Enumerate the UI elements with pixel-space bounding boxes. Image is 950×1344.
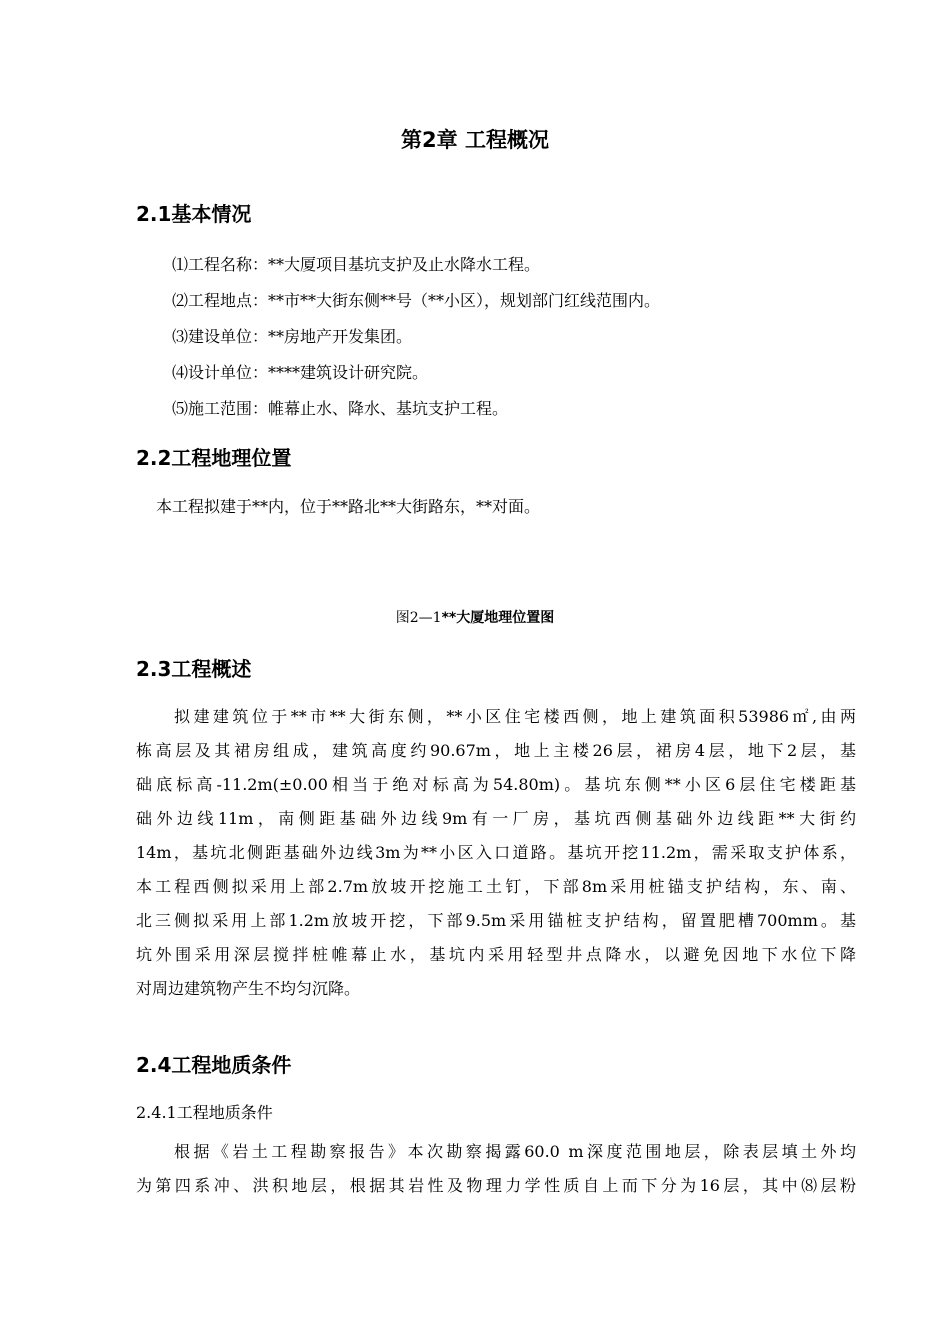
section-heading-2-1: 2.1基本情况 xyxy=(136,202,252,226)
paragraph-line: 栋高层及其裙房组成，建筑高度约90.67m，地上主楼26层，裙房4层，地下2层，基 xyxy=(136,741,856,760)
list-item-project-location: ⑵工程地点：**市**大街东侧**号（**小区），规划部门红线范围内。 xyxy=(172,291,661,310)
figure-caption-title: **大厦地理位置图 xyxy=(441,610,555,626)
section-heading-2-3: 2.3工程概述 xyxy=(136,657,252,681)
paragraph-line: 北三侧拟采用上部1.2m放坡开挖，下部9.5m采用锚桩支护结构，留置肥槽700mm。基 xyxy=(136,911,856,930)
paragraph-line: 本工程西侧拟采用上部2.7m放坡开挖施工土钉，下部8m采用桩锚支护结构，东、南、 xyxy=(136,877,856,896)
list-item-scope: ⑸施工范围：帷幕止水、降水、基坑支护工程。 xyxy=(172,399,509,418)
list-item-client: ⑶建设单位：**房地产开发集团。 xyxy=(172,327,413,346)
location-paragraph: 本工程拟建于**内，位于**路北**大街路东，**对面。 xyxy=(156,497,541,516)
subheading-2-4-1: 2.4.1工程地质条件 xyxy=(136,1103,273,1122)
section-heading-2-4: 2.4工程地质条件 xyxy=(136,1053,292,1077)
paragraph-line: 础底标高-11.2m(±0.00相当于绝对标高为54.80m)。基坑东侧**小区6层住宅楼距基 xyxy=(136,775,856,794)
list-item-designer: ⑷设计单位：****建筑设计研究院。 xyxy=(172,363,429,382)
overview-paragraph xyxy=(136,700,856,1006)
paragraph-line: 对周边建筑物产生不均匀沉降。 xyxy=(136,979,361,998)
geology-paragraph xyxy=(136,1135,856,1203)
paragraph-line: 根据《岩土工程勘察报告》本次勘察揭露60.0 m深度范围地层，除表层填土外均 xyxy=(174,1142,856,1161)
figure-caption xyxy=(0,606,950,630)
chapter-title: 第2章 工程概况 xyxy=(401,128,549,152)
paragraph-line: 坑外围采用深层搅拌桩帷幕止水，基坑内采用轻型井点降水，以避免因地下水位下降 xyxy=(136,945,856,964)
paragraph-line: 14m，基坑北侧距基础外边线3m为**小区入口道路。基坑开挖11.2m，需采取支护体系， xyxy=(136,843,856,862)
section-heading-2-2: 2.2工程地理位置 xyxy=(136,446,292,470)
paragraph-line: 础外边线11m，南侧距基础外边线9m有一厂房，基坑西侧基础外边线距**大街约 xyxy=(136,809,856,828)
paragraph-line: 为第四系冲、洪积地层，根据其岩性及物理力学性质自上而下分为16层，其中⑻层粉 xyxy=(136,1176,856,1195)
list-item-project-name: ⑴工程名称：**大厦项目基坑支护及止水降水工程。 xyxy=(172,255,541,274)
paragraph-line: 拟建建筑位于**市**大街东侧，**小区住宅楼西侧，地上建筑面积53986㎡,由两 xyxy=(174,707,856,726)
figure-caption-number: 图2—1 xyxy=(395,610,442,626)
